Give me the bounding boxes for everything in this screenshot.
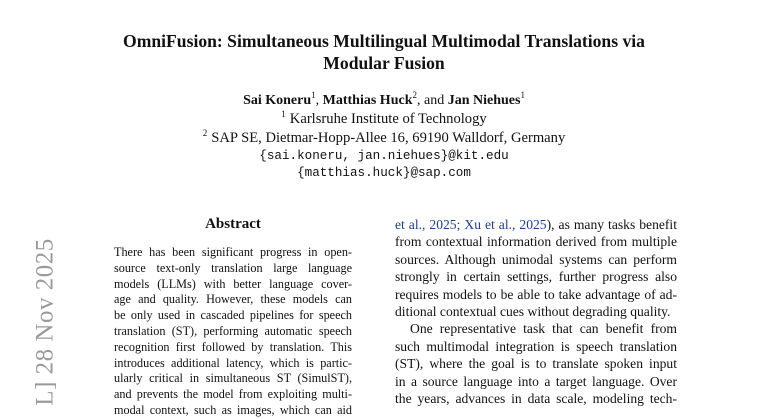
body-line: sources. Although unimodal systems can perform <box>395 251 677 267</box>
abstract-line: age and quality. However, these models can <box>114 292 352 307</box>
email-line-1[interactable]: {sai.koneru, jan.niehues}@kit.edu <box>259 149 509 163</box>
body-line: from contextual information derived from multiple <box>395 234 677 250</box>
body-line-rest: ), as many tasks benefit <box>546 217 677 232</box>
body-line: such multimodal integration is speech translation <box>395 338 677 354</box>
abstract-line: source text-only translation large language <box>114 260 352 275</box>
author-1-affiliation: 1 <box>311 90 316 100</box>
abstract-body <box>114 245 352 419</box>
body-line: the years, advances in data scale, modeling tech- <box>395 391 677 407</box>
abstract-line: modal context, such as images, which can aid <box>114 402 352 417</box>
body-line <box>395 216 677 233</box>
arxiv-stamp-text: L] 28 Nov 2025 <box>31 238 59 406</box>
author-1: Sai Koneru <box>243 93 312 108</box>
abstract-line: and prevents the model from exploiting multi- <box>114 387 352 402</box>
affiliation-2-marker: 2 <box>202 128 208 138</box>
abstract-line: ularly critical in simultaneous ST (SimulST), <box>114 371 352 386</box>
body-line: ditional contextual cues without degrading quality. <box>395 304 671 320</box>
email-line-2[interactable]: {matthias.huck}@sap.com <box>297 166 471 180</box>
paper-title <box>0 30 768 74</box>
body-line: in a source language into a target language. Over <box>395 373 677 389</box>
arxiv-side-stamp <box>6 238 59 418</box>
body-line: strongly in certain settings, further progress also <box>395 269 677 285</box>
right-column-body <box>395 216 677 407</box>
abstract-line: translation (ST), performing automatic speech <box>114 323 352 338</box>
affiliation-2 <box>0 129 768 148</box>
body-line: One representative task that can benefit from <box>410 321 677 337</box>
title-line-2: Modular Fusion <box>323 53 445 73</box>
abstract-heading: Abstract <box>205 216 261 232</box>
author-2: Matthias Huck <box>322 93 413 108</box>
body-line: (ST), where the goal is to translate spoken input <box>395 356 677 372</box>
citation-link[interactable]: et al., 2025; Xu et al., 2025 <box>395 217 547 232</box>
title-line-1: OmniFusion: Simultaneous Multilingual Multimodal Translations via <box>123 31 645 51</box>
affiliation-2-text: SAP SE, Dietmar-Hopp-Allee 16, 69190 Walldorf, Germany <box>211 130 566 146</box>
author-2-affiliation: 2 <box>412 90 417 100</box>
author-3: Jan Niehues <box>447 93 521 108</box>
abstract-line: introduces additional latency, which is partic- <box>114 355 352 370</box>
abstract-line: There has been significant progress in open- <box>114 245 352 259</box>
abstract-line: recognition first followed by translation. This <box>114 339 352 354</box>
author-and: , and <box>416 93 448 108</box>
affiliation-1-text: Karlsruhe Institute of Technology <box>289 111 487 127</box>
affiliation-1 <box>0 110 768 129</box>
body-line: requires models to be able to take advantage of ad- <box>395 286 677 302</box>
affiliation-1-marker: 1 <box>281 109 286 119</box>
author-3-affiliation: 1 <box>520 90 525 100</box>
author-list: Sai Koneru$^1$, Matthias Huck$^2$, and Jan Niehues$^1$ <box>243 90 525 108</box>
abstract-line: models (LLMs) with better language cover- <box>114 276 352 291</box>
abstract-line: be only used in cascaded pipelines for speech <box>114 308 352 323</box>
